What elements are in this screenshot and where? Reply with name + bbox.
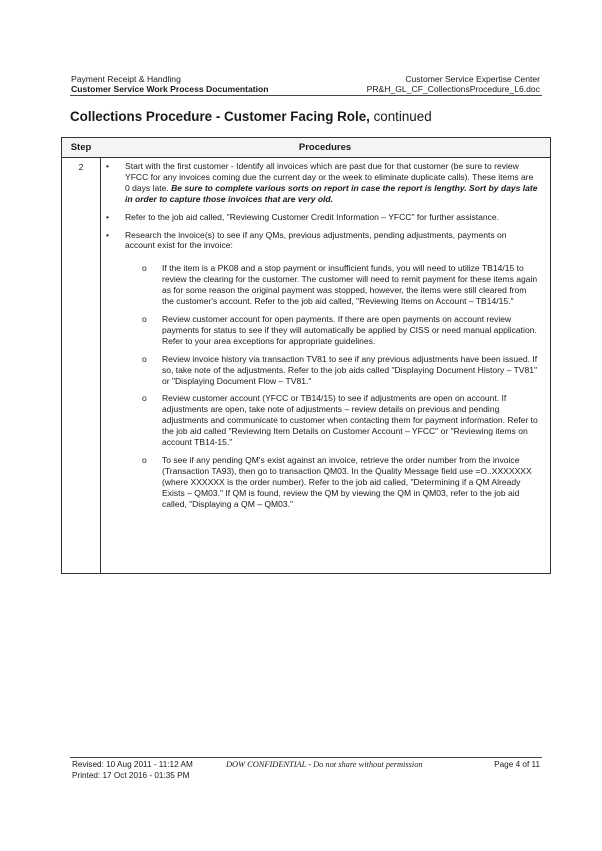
sub-list-item-text: Review customer account (YFCC or TB14/15) to see if adjustments are open on account. If adjustments are open, take note of adjustments – review details on previous and pending adjustments and communicate to customer when contacting them for payment information. Refer to the job aid called "Reviewing Item Details on Customer Account – YFCC" or "Reviewing items on account TB14-15." (162, 393, 538, 448)
revised-date: Revised: 10 Aug 2011 - 11:12 AM (72, 760, 193, 769)
procedures-cell (104, 161, 538, 516)
page-title-suffix: continued (369, 109, 432, 124)
header-right (367, 74, 540, 94)
footer-dates (72, 759, 193, 781)
circle-bullet-icon: o (142, 454, 147, 465)
circle-bullet-icon: o (142, 313, 147, 324)
column-header-step: Step (70, 142, 92, 153)
list-item-text: Refer to the job aid called, "Reviewing Customer Credit Information – YFCC" for further assistance. (125, 211, 500, 222)
bullet-icon: • (106, 211, 109, 222)
list-item-text: Start with the first customer - Identify all invoices which are past due for that customer (be sure to review YFCC for any invoices coming due the current day or the week to eliminate duplicate calls). These items are 0 days late. (125, 161, 534, 193)
page-title (70, 109, 432, 124)
table-header-row (62, 138, 550, 158)
page-number: Page 4 of 11 (494, 760, 540, 769)
page-title-main: Collections Procedure - Customer Facing Role, (70, 109, 370, 124)
sub-list-item (104, 263, 538, 307)
bullet-icon: • (106, 161, 109, 171)
sub-list-item (104, 455, 538, 510)
sub-list-item-text: Review customer account for open payments. If there are open payments on account review payments for status to see if they will automatically be applied by CISS or need manual application. Refer to your area exceptions for appropriate guidelines. (162, 313, 537, 346)
list-item-text: Research the invoice(s) to see if any QMs, previous adjustments, pending adjustments, payments on account exist for the invoice: (125, 229, 507, 251)
circle-bullet-icon: o (142, 263, 147, 274)
header-center-name: Customer Service Expertise Center (405, 74, 540, 84)
circle-bullet-icon: o (142, 393, 147, 404)
sub-list-item (104, 314, 538, 347)
header-doc-type: Customer Service Work Process Documentation (71, 84, 269, 94)
list-item (104, 230, 538, 252)
list-item (104, 161, 538, 205)
header-filename: PR&H_GL_CF_CollectionsProcedure_L6.doc (366, 84, 540, 94)
header-department: Payment Receipt & Handling (71, 74, 181, 84)
sub-list-item (104, 354, 538, 387)
printed-date: Printed: 17 Oct 2016 - 01:35 PM (72, 771, 190, 780)
header-left (71, 74, 269, 94)
list-item (104, 212, 538, 223)
column-header-procedures: Procedures (298, 142, 352, 153)
list-item-emphasis: Be sure to complete various sorts on report in case the report is lengthy. Sort by days late in order to capture those invoices that are very old. (125, 182, 538, 204)
header-divider (70, 95, 542, 96)
bullet-icon: • (106, 229, 109, 240)
footer-divider (70, 757, 542, 758)
sub-list-item (104, 393, 538, 448)
procedure-table (61, 137, 551, 574)
column-divider (100, 138, 101, 573)
sub-list-item-text: If the item is a PK08 and a stop payment or insufficient funds, you will need to utilize TB14/15 to review the clearing for the customer. The customer will need to remit payment for these items again as for some reason the original payment was stopped, however, the items were still cleared from the customer's account. Refer to the job aid called, "Reviewing Items on Account – TB14/15." (162, 263, 538, 307)
circle-bullet-icon: o (142, 353, 147, 364)
confidential-notice: DOW CONFIDENTIAL - Do not share without permission (226, 760, 423, 769)
step-number: 2 (78, 162, 84, 172)
sub-list-item-text: To see if any pending QM's exist against an invoice, retrieve the order number from the invoice (Transaction TA93), then go to transaction QM03. In the Quality Message field use =O..XXXXXXX (where XXXXXX is the order number). Refer to the job aid called, "Determining if a QM Already Exists – QM03." If QM is found, review the QM by viewing the QM in QM03, refer to the job aid called, "Displaying a QM – QM03." (162, 454, 532, 509)
sub-list-item-text: Review invoice history via transaction TV81 to see if any previous adjustments have been issued. If so, take note of the adjustments. Refer to the job aids called "Displaying Document History – TV81" or "Displaying Document Flow – TV81." (162, 353, 538, 386)
